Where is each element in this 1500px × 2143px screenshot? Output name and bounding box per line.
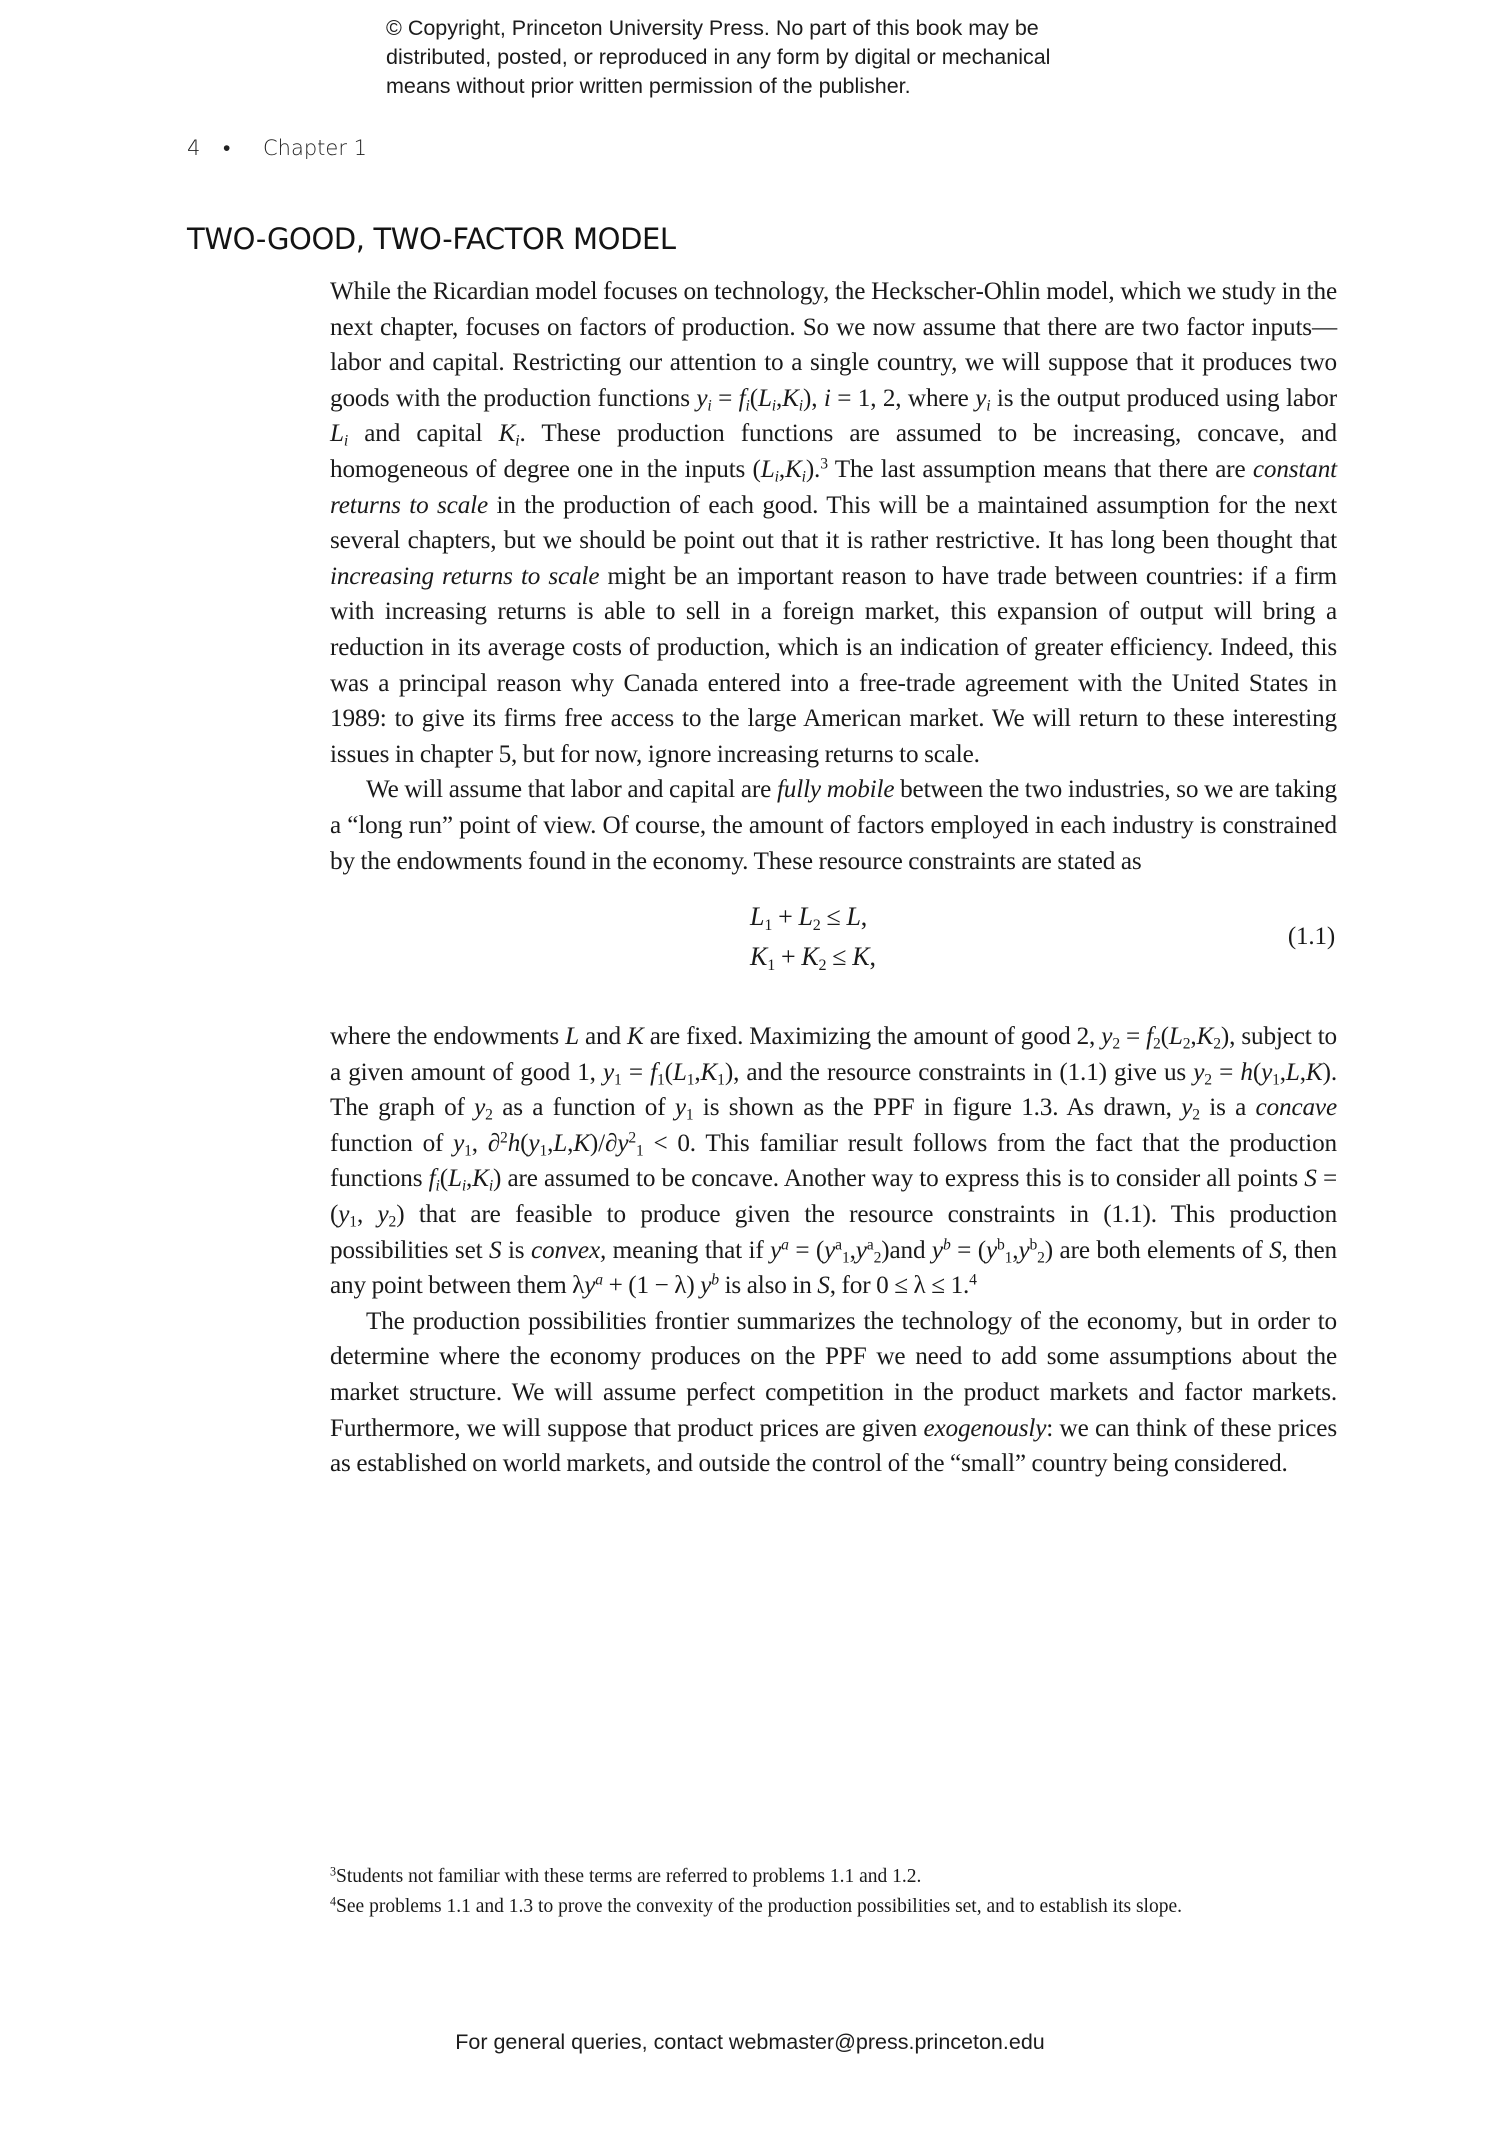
section-title: TWO-GOOD, TWO-FACTOR MODEL xyxy=(187,222,676,257)
footnote-ref-4[interactable]: 4 xyxy=(969,1271,977,1289)
equation-capital-constraint: $K_1 + K_2 \le K$, xyxy=(750,942,876,974)
page-number: 4 xyxy=(187,136,201,160)
paragraph-4: The production possibilities frontier summarizes the technology of the economy, but in order to determine where the economy produces on the PPF we need to add some assumptions about the market structure. We will assume perfect competition in the product markets and factor markets. Furthermore, we will suppose that product prices are given exogenously: we can think of these prices as established on world markets, and outside the control of the “small” country being considered. xyxy=(330,1307,1337,1478)
copyright-line: © Copyright, Princeton University Press. No part of this book may be xyxy=(386,16,1039,40)
paragraph-2: We will assume that labor and capital are fully mobile between the two industries, so we are taking a “long run” point of view. Of course, the amount of factors employed in each industry is constrained by the endowments found in the economy. These resource constraints are stated as xyxy=(330,776,1337,875)
copyright-notice xyxy=(386,14,1146,101)
footer-contact: For general queries, contact webmaster@press.princeton.edu xyxy=(455,2030,1045,2054)
body-text xyxy=(330,274,1337,1482)
separator-dot: • xyxy=(223,136,231,160)
footnote-4: $^4$See problems 1.1 and 1.3 to prove the convexity of the production possibilities set, and to establish its slope. xyxy=(330,1894,1183,1917)
footnote-ref-3[interactable]: 3 xyxy=(820,455,828,473)
equation-number: (1.1) xyxy=(1287,923,1335,951)
paragraph-3: where the endowments L and K are fixed. Maximizing the amount of good 2, $y_2 = f_2(L_2,K_2)$, subject to a given amount of good 1, $y_1 = f_1(L_1,K_1)$, and the resource constraints in (1.1) give us $y_2 = h(y_1,L,K)$. The graph of $y_2$ as a function of $y_1$ is shown as the PPF in figure 1.3. As drawn, $y_2$ is a concave function of $y_1$, $\partial^2h(y_1,L,K)/\partial y^2_1 < 0$. This familiar result follows from the fact that the production functions $f_i(L_i,K_i)$ are assumed to be concave. Another way to express this is to consider all points $S = (y_1$, $y_2$) that are feasible to produce given the resource constraints in (1.1). This production possibilities set S is convex, meaning that if $y^a = (y^a_1,y^a_2)and$ $y^b = (y^b_1,y^b_2)$ are both elements of S, then any point between them $\lambda y^a + (1 - \lambda)$ $y^b$ is also in S, for 0 ≤ λ ≤ 1.$^4$ xyxy=(330,1023,1338,1300)
copyright-line: distributed, posted, or reproduced in any form by digital or mechanical xyxy=(386,45,1051,69)
chapter-label: Chapter 1 xyxy=(263,136,367,160)
footnotes xyxy=(330,1862,1337,1922)
math-inline: $y_i$ xyxy=(696,384,712,415)
paragraph-1: While the Ricardian model focuses on technology, the Heckscher-Ohlin model, which we study in the next chapter, focuses on factors of production. So we now assume that there are two factor inputs—labor and capital. Restricting our attention to a single country, we will suppose that it produces two goods with the production functions $y_i = f_i(L_i,K_i)$, i = 1, 2, where $y_i$ is the output produced using labor $L_i$ and capital $K_i$. These production functions are assumed to be increasing, concave, and homogeneous of degree one in the inputs $(L_i,K_i).^3$ The last assumption means that there are constant returns to scale in the production of each good. This will be a maintained assumption for the next several chapters, but we should be point out that it is rather restrictive. It has long been thought that increasing returns to scale might be an important reason to have trade between countries: if a firm with increasing returns is able to sell in a foreign market, this expansion of output will bring a reduction in its average costs of production, which is an indication of greater efficiency. Indeed, this was a principal reason why Canada entered into a free-trade agreement with the United States in 1989: to give its firms free access to the large American market. We will return to these interesting issues in chapter 5, but for now, ignore increasing returns to scale. xyxy=(330,278,1338,768)
footnote-3: $^3$Students not familiar with these terms are referred to problems 1.1 and 1.2. xyxy=(330,1864,922,1887)
equation-labor-constraint: $L_1 + L_2 \le L$, xyxy=(750,902,868,934)
footnote-mark: 3 xyxy=(330,1864,337,1879)
equation-1-1 xyxy=(330,879,1337,1019)
copyright-line: means without prior written permission of the publisher. xyxy=(386,74,911,98)
footnote-mark: 4 xyxy=(330,1894,337,1909)
running-head xyxy=(187,136,367,161)
